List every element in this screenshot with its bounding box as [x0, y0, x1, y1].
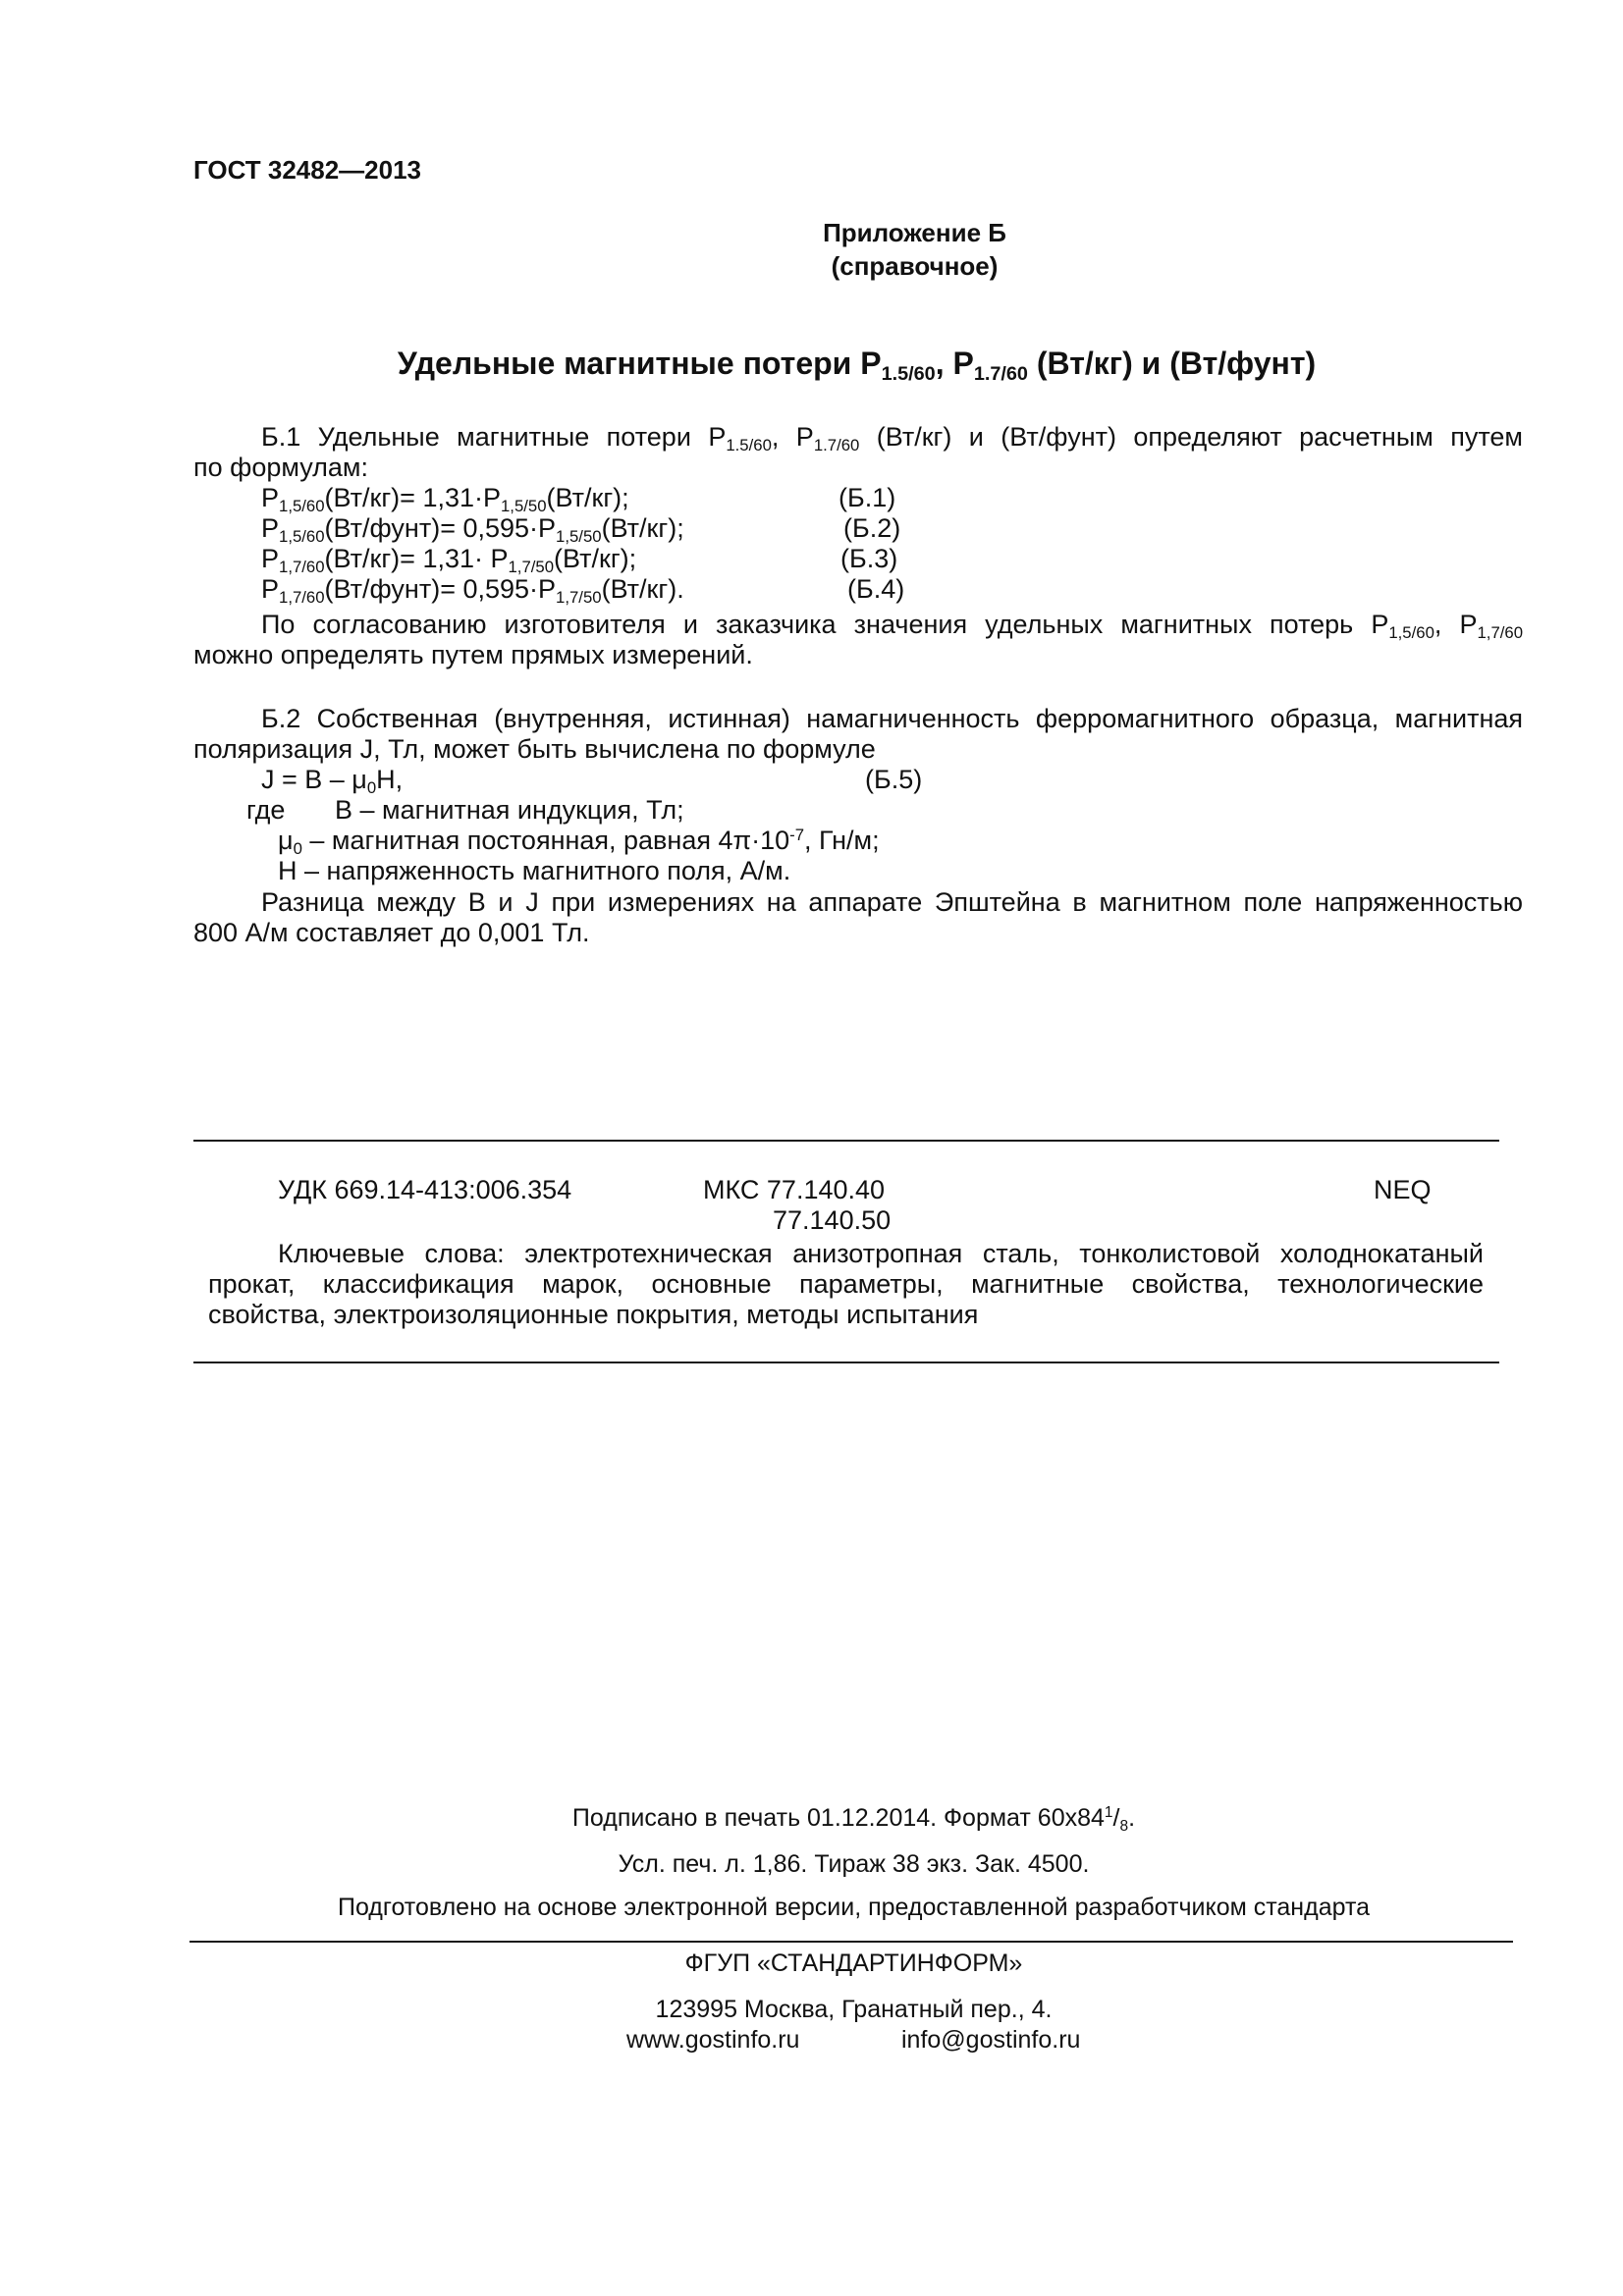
b2-line1: Б.2 Собственная (внутренняя, истинная) намагниченность ферромагнитного образца, магнитная [261, 704, 1523, 733]
appendix-label: Приложение Б [823, 218, 1006, 247]
neq-label: NEQ [1374, 1175, 1432, 1204]
publisher-email[interactable]: info@gostinfo.ru [901, 2026, 1081, 2054]
b2-diff-line1: Разница между B и J при измерениях на аппарате Эпштейна в магнитном поле напряженностью [261, 887, 1523, 917]
section-title: Удельные магнитные потери $P_{1.5/60}$, $P_{1.7/60}$ (Вт/кг) и (Вт/фунт) [397, 346, 1317, 385]
biblio-bottom-rule [193, 1362, 1499, 1363]
imprint-print-info: Усл. печ. л. 1,86. Тираж 38 экз. Зак. 4500. [618, 1850, 1090, 1878]
publisher-website[interactable]: www.gostinfo.ru [626, 2026, 800, 2054]
formula-b1: $P_{1,5/60}(Вт/кг)= 1,31\cdot P_{1,5/50}(Вт/кг)$; [261, 483, 629, 516]
where-label: где [246, 795, 286, 825]
b1-agree-line2: можно определять путем прямых измерений. [193, 640, 753, 669]
imprint-prepared: Подготовлено на основе электронной версии, предоставленной разработчиком стандарта [337, 1894, 1371, 1921]
keywords-line1: Ключевые слова: электротехническая анизотропная сталь, тонколистовой холоднокатаный [278, 1239, 1484, 1268]
imprint-signed: Подписано в печать 01.12.2014. Формат $60x84^1/_8$. [571, 1804, 1136, 1835]
b1-intro-line2: по формулам: [193, 453, 368, 482]
mks-code-2: 77.140.50 [773, 1205, 892, 1235]
keywords-line2: прокат, классификация марок, основные параметры, магнитные свойства, технологические [208, 1269, 1484, 1299]
mks-code-1: МКС 77.140.40 [703, 1175, 886, 1204]
formula-b3: $P_{1,7/60}(Вт/кг)= 1,31\cdot P_{1,7/50}(Вт/кг)$; [261, 544, 637, 577]
formula-number-b4: (Б.4) [847, 574, 905, 604]
formula-number-b2: (Б.2) [843, 513, 901, 543]
publisher-address: 123995 Москва, Гранатный пер., 4. [655, 1996, 1053, 2023]
appendix-type: (справочное) [831, 251, 999, 281]
formula-number-b3: (Б.3) [840, 544, 898, 573]
where-mu0: $\mu_0$ – магнитная постоянная, равная $4\pi\cdot 10^{-7}$, Гн/м; [278, 825, 880, 859]
b1-agree-line1: По согласованию изготовителя и заказчика значения удельных магнитных потерь $P_{1,5/60}$, $P_{1,7/60}$ [261, 610, 1524, 643]
formula-number-b5: (Б.5) [865, 765, 923, 794]
formula-b5: $J = B - \mu_0H$, [261, 765, 404, 798]
formula-number-b1: (Б.1) [839, 483, 896, 512]
imprint-rule [189, 1941, 1513, 1943]
formula-b4: $P_{1,7/60}(Вт/фунт)= 0,595\cdot P_{1,7/50}(Вт/кг)$. [261, 574, 684, 608]
document-code: ГОСТ 32482—2013 [193, 155, 421, 185]
publisher-name: ФГУП «СТАНДАРТИНФОРМ» [684, 1949, 1023, 1977]
b1-intro-line1: Б.1 Удельные магнитные потери $P_{1.5/60}$, $P_{1.7/60}$ (Вт/кг) и (Вт/фунт) определяют расчетным путем [261, 422, 1523, 455]
formula-b2: $P_{1,5/60}(Вт/фунт)= 0,595\cdot P_{1,5/50}(Вт/кг)$; [261, 513, 684, 547]
biblio-top-rule [193, 1140, 1499, 1142]
udk-code: УДК 669.14-413:006.354 [278, 1175, 572, 1204]
where-b: B – магнитная индукция, Тл; [335, 795, 684, 825]
b2-line2: поляризация J, Тл, может быть вычислена по формуле [193, 734, 876, 764]
keywords-line3: свойства, электроизоляционные покрытия, методы испытания [208, 1300, 979, 1329]
b2-diff-line2: 800 А/м составляет до 0,001 Тл. [193, 918, 590, 947]
where-h: H – напряженность магнитного поля, А/м. [278, 856, 791, 885]
